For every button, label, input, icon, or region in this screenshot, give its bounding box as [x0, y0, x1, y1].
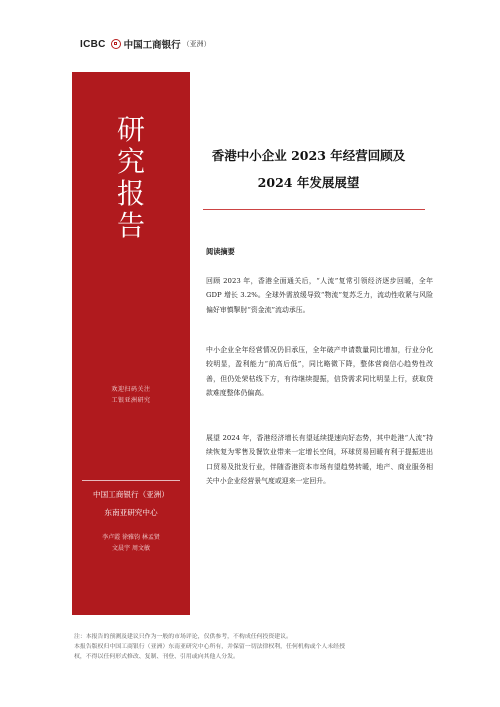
title-char: 告 — [116, 209, 145, 242]
logo-bank-name: 中国工商银行 — [123, 40, 181, 51]
follow-prompt — [72, 384, 190, 406]
disclaimer-line: 本报告版权归中国工商银行（亚洲）东南亚研究中心所有，并保留一切法律权利，任何机构或个人未经授 — [74, 644, 345, 650]
title-divider — [203, 209, 425, 210]
authors-line: 文晨宇 周文敏 — [112, 545, 150, 552]
icbc-emblem-icon — [111, 39, 121, 49]
disclaimer-line: 权，不得以任何形式修改、复制、刊登、引用或向其他人分发。 — [74, 654, 239, 660]
logo-region: （亚洲） — [182, 40, 211, 48]
title-char: 究 — [116, 145, 145, 178]
title-char: 报 — [116, 177, 145, 210]
abstract-paragraph: 回顾 2023 年，香港全面通关后，“人流”复常引领经济逐步回暖，全年 GDP 增长 3.2%。全球外需放缓导致“物流”复苏乏力，流动性收紧与风险偏好审慎掣肘“资金流”流动承压。 — [206, 277, 433, 314]
follow-line: 欢迎扫码关注 — [111, 386, 151, 393]
disclaimer-footnote — [74, 632, 434, 662]
organization-block — [72, 488, 190, 521]
logo-latin-text: ICBC — [80, 38, 106, 50]
follow-line: 工银亚洲研究 — [111, 397, 151, 404]
icbc-logo — [80, 37, 211, 51]
research-report-title — [72, 114, 190, 242]
disclaimer-line: 注：本报告的预测及建议只作为一般的市场评论，仅供参考，不构成任何投资建议。 — [74, 634, 292, 640]
dept-name: 东南亚研究中心 — [104, 508, 158, 517]
title-char: 研 — [116, 113, 145, 146]
authors-line: 李卢霞 徐雅钧 林孟贤 — [102, 534, 160, 541]
report-title — [195, 142, 422, 196]
panel-divider — [82, 480, 180, 481]
report-title-line: 2024 年发展展望 — [257, 175, 360, 190]
org-name: 中国工商银行（亚洲） — [93, 490, 169, 499]
report-title-line: 香港中小企业 2023 年经营回顾及 — [211, 148, 406, 163]
cover-side-panel — [72, 72, 190, 615]
abstract-heading: 阅读摘要 — [206, 247, 235, 256]
abstract-paragraph: 展望 2024 年，香港经济增长有望延续提速向好态势，其中赴港“人流”持续恢复为零售及餐饮业带来一定增长空间，环球贸易回暖有利于提振进出口贸易及批发行业，伴随香港资本市场有望趋势转暖，地产、商业服务相关中小企业经营景气度或迎来一定回升。 — [206, 434, 433, 485]
authors-block — [72, 532, 190, 554]
abstract-paragraph: 中小企业全年经营情况仍旧承压，全年破产申请数量同比增加，行业分化较明显，盈利能力“前高后低”，同比略微下降，整体营商信心趋势性改善，但仍处荣枯线下方，有待继续提振，信贷需求同比明显上行，获取贷款难度整体仍偏高。 — [206, 346, 433, 397]
